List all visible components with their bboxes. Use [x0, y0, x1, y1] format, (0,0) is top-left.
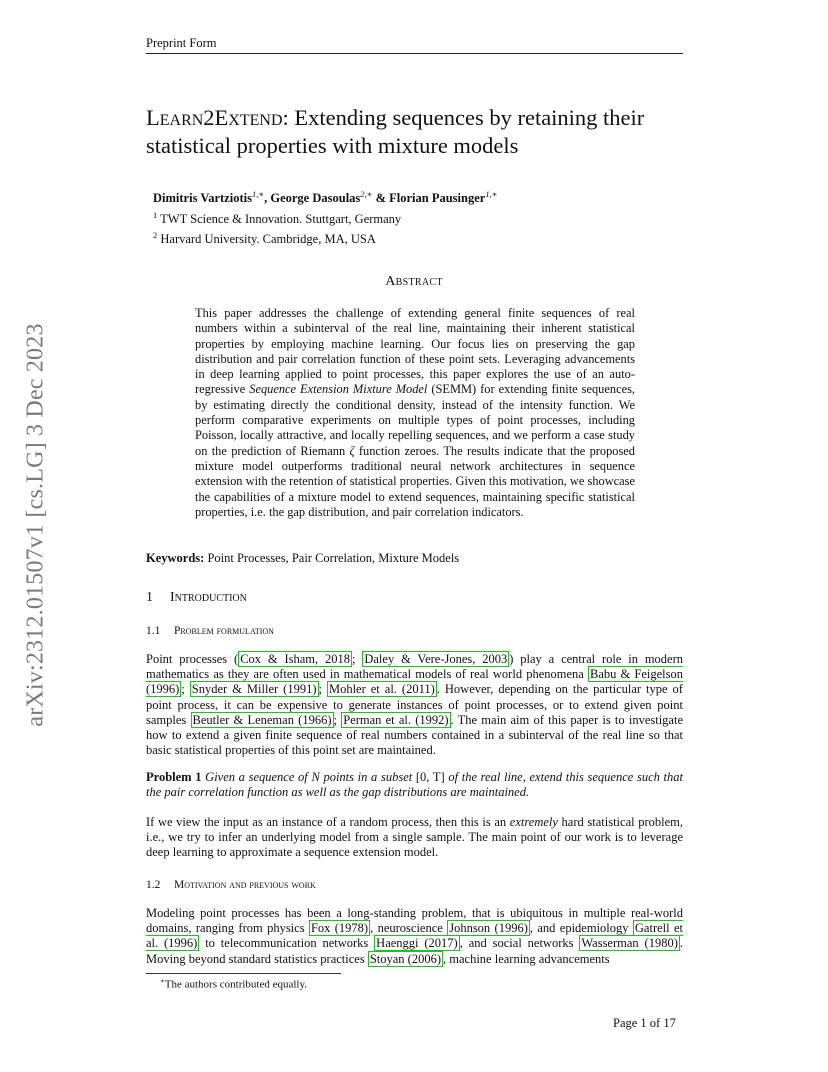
text: . The main aim of this paper is to investigate how to extend a given finite sequence of real numbers contained in a subinterval of the real line so that basic statistical properties of this point set are maintained.: [146, 712, 683, 758]
text: , machine learning advancements: [443, 951, 610, 966]
paper-title: [146, 104, 706, 160]
problem-statement: [146, 770, 683, 800]
abstract-text: This paper addresses the challenge of extending general finite sequences of real numbers within a subinterval of the real line, maintaining their inherent statistical properties by employing machine learning. Our focus lies on preserving the gap distribution and pair correlation function of these point sets. Leveraging advancements in deep learning applied to point processes, this paper explores the use of an auto-regressive: [195, 306, 635, 397]
text: , and social networks: [459, 936, 580, 951]
abstract-text: (SEMM) for extending finite sequences, by estimating directly the conditional density, instead of the intensity function. We perform comparative experiments on multiple types of point processes, including Poisson, locally attractive, and locally repelling sequences, and we perform a case study on the prediction of Riemann: [195, 382, 635, 458]
text: . However, depending on the particular type of point process, it can be expensive to generate instances of point processes, or to extend given point samples: [146, 682, 683, 727]
citation-link[interactable]: Snyder & Miller (1991): [191, 682, 317, 697]
footnote-text: The authors contributed equally.: [164, 978, 308, 991]
page-number: Page 1 of 17: [613, 1016, 676, 1030]
citation-link[interactable]: Beutler & Leneman (1966): [192, 712, 332, 727]
text: ;: [333, 712, 342, 727]
text: , and epidemiology: [529, 921, 633, 936]
citation-link[interactable]: Haenggi (2017): [376, 936, 458, 951]
author-sep: &: [372, 191, 390, 206]
text: points in a subset: [319, 770, 416, 784]
title-rest: : Extending sequences by retaining their statistical properties with mixture models: [146, 105, 645, 158]
math-interval: [0, T]: [415, 770, 445, 784]
text: hard statistical problem, i.e., we try to infer an underlying model from a single sample. The main point of our work is to leverage deep learning to approximate a sequence extension model.: [146, 815, 683, 860]
paragraph-random-process: [146, 815, 683, 861]
arxiv-id: arXiv:2312.01507v1 [cs.LG] 3 Dec 2023: [22, 323, 49, 727]
zeta-symbol: ζ: [349, 443, 355, 458]
emphasis: extremely: [509, 815, 558, 829]
section-number: 1: [146, 590, 153, 605]
keywords: [146, 551, 683, 566]
author-2-sup: 2,∗: [360, 189, 373, 199]
citation-link[interactable]: Daley & Vere-Jones, 2003: [364, 652, 508, 666]
keywords-text: Point Processes, Pair Correlation, Mixture Models: [204, 551, 460, 565]
paragraph-intro: [146, 652, 683, 758]
citation-link[interactable]: Babu & Feigelson (1996): [146, 667, 683, 697]
subsection-heading-1-1: [146, 625, 274, 637]
citation-link[interactable]: Johnson (1996): [449, 921, 528, 936]
abstract-text: function zeroes. The results indicate that the proposed mixture model outperforms traditional neural network architectures in sequence extension with the retention of statistical properties. Given this motivation, we showcase the capabilities of a mixture model to extend sequences, maintaining specific statistical properties, i.e. the gap distribution, and pair correlation indicators.: [195, 443, 636, 519]
citation-link[interactable]: Perman et al. (1992): [343, 712, 449, 727]
author-1-sup: 1,∗: [251, 189, 265, 199]
footnote-rule: [146, 973, 341, 974]
text: to telecommunication networks: [199, 936, 375, 951]
author-2: George Dasoulas: [270, 191, 361, 206]
author-3-sup: 1,∗: [485, 189, 498, 199]
text: Point processes (: [146, 652, 239, 666]
text: If we view the input as an instance of a random process, then this is an: [146, 815, 510, 829]
affiliation-2: [153, 228, 673, 247]
running-header: [146, 35, 683, 54]
footnote: [160, 977, 307, 991]
text: ) play a central role in modern mathematics as they are often used in mathematical models of real world phenomena: [146, 652, 684, 682]
title-lead: Learn2Extend: [146, 105, 283, 130]
text: ;: [181, 682, 190, 697]
affiliation-1: [153, 208, 673, 227]
text: ;: [318, 682, 327, 697]
aff-2-num: 2: [153, 230, 158, 241]
author-3: Florian Pausinger: [389, 191, 486, 206]
footnote-mark: ∗: [160, 977, 165, 985]
section-title: Introduction: [170, 590, 247, 605]
text: Given a sequence of: [201, 770, 312, 784]
subsection-heading-1-2: [146, 879, 316, 891]
text: . Moving beyond standard statistics practices: [146, 936, 683, 966]
text: of the real line, extend this sequence such that the pair correlation function as well as the gap distributions are maintained.: [146, 770, 683, 800]
math-N: N: [311, 770, 320, 784]
author-sep: ,: [264, 191, 271, 206]
author-block: [153, 187, 673, 247]
paragraph-motivation: [146, 906, 683, 967]
aff-2-text: Harvard University. Cambridge, MA, USA: [160, 232, 376, 247]
abstract-body: [195, 306, 635, 520]
keywords-label: Keywords:: [146, 551, 205, 565]
problem-label: Problem 1: [146, 770, 202, 784]
aff-1-text: TWT Science & Innovation. Stuttgart, Germany: [160, 211, 402, 226]
subsection-title: Motivation and previous work: [174, 879, 316, 891]
aff-1-num: 1: [153, 209, 158, 220]
author-names: [153, 187, 673, 206]
subsection-number: 1.1: [146, 625, 161, 637]
text: Modeling point processes has been a long-standing problem, that is ubiquitous in multiple real-world domains, ranging from physics: [146, 906, 683, 936]
citation-link[interactable]: Cox & Isham, 2018: [240, 652, 351, 666]
abstract-heading: Abstract: [385, 274, 443, 289]
header-text: Preprint Form: [146, 36, 217, 50]
author-1: Dimitris Vartziotis: [153, 191, 252, 206]
text: ;: [352, 652, 363, 666]
subsection-title: Problem formulation: [174, 625, 274, 637]
citation-link[interactable]: Fox (1978): [310, 921, 369, 936]
citation-link[interactable]: Wasserman (1980): [581, 936, 678, 951]
abstract-emph: Sequence Extension Mixture Model: [249, 382, 428, 397]
text: , neuroscience: [370, 921, 448, 936]
citation-link[interactable]: Mohler et al. (2011): [328, 682, 435, 697]
subsection-number: 1.2: [146, 879, 161, 891]
citation-link[interactable]: Gatrell et al. (1996): [146, 921, 683, 951]
citation-link[interactable]: Stoyan (2006): [369, 951, 442, 966]
section-heading-1: [146, 590, 247, 606]
